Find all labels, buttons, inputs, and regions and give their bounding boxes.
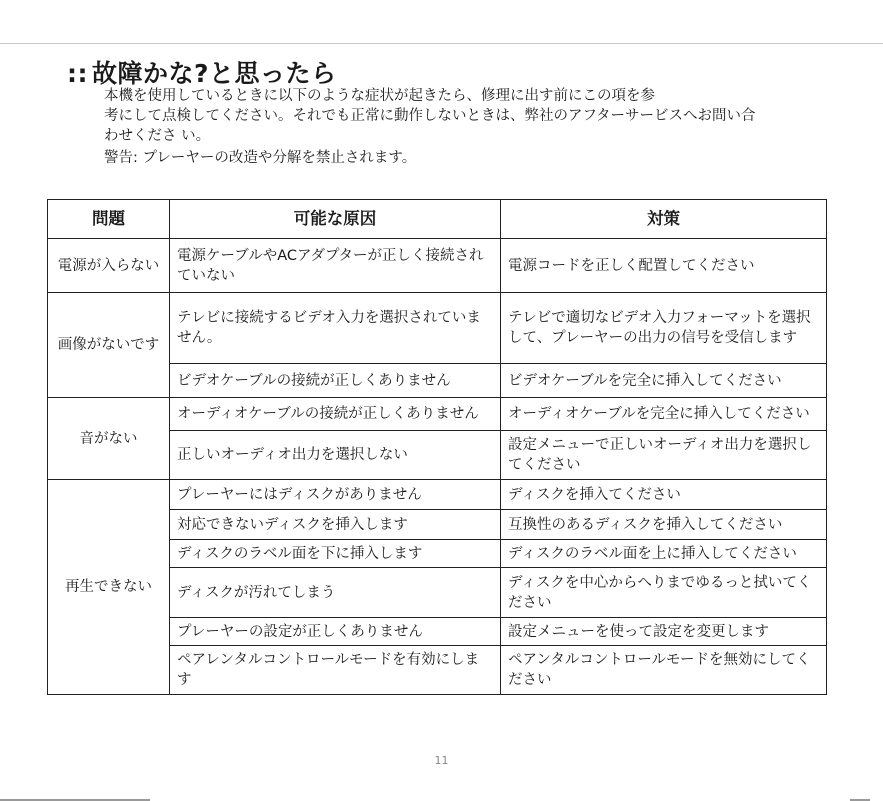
solution-cell: テレビで適切なビデオ入力フォーマットを選択して、プレーヤーの出力の信号を受信します xyxy=(501,293,827,364)
solution-cell: ペアンタルコントロールモードを無効にしてください xyxy=(501,646,827,695)
problem-cell: 音がない xyxy=(48,398,170,480)
warning-text: 警告: プレーヤーの改造や分解を禁止されます。 xyxy=(104,150,417,166)
table-row xyxy=(48,480,827,510)
solution-cell: ビデオケーブルを完全に挿入してください xyxy=(501,364,827,398)
cause-cell: オーディオケーブルの接続が正しくありません xyxy=(170,398,501,431)
solution-cell: ディスクのラベル面を上に挿入してください xyxy=(501,540,827,568)
table-row xyxy=(48,293,827,364)
top-rule xyxy=(0,43,883,44)
cause-cell: 電源ケーブルやACアダプターが正しく接続されていない xyxy=(170,239,501,293)
intro-line: 本機を使用しているときに以下のような症状が起きたら、修理に出す前にこの項を参 xyxy=(104,88,655,104)
intro-line: 考にして点検してください。それでも正常に動作しないときは、弊社のアフターサービスへお問い合 xyxy=(104,108,756,124)
heading-bullet: :: xyxy=(67,59,88,88)
cause-cell: 正しいオーディオ出力を選択しない xyxy=(170,431,501,480)
problem-cell: 電源が入らない xyxy=(48,239,170,293)
cause-cell: プレーヤーの設定が正しくありません xyxy=(170,618,501,646)
solution-cell: 設定メニューを使って設定を変更します xyxy=(501,618,827,646)
solution-cell: ディスクを挿入てください xyxy=(501,480,827,510)
problem-cell: 再生できない xyxy=(48,480,170,695)
cause-cell: ペアレンタルコントロールモードを有効にします xyxy=(170,646,501,695)
cause-cell: ディスクが汚れてしまう xyxy=(170,568,501,618)
header-solution: 対策 xyxy=(501,200,827,239)
solution-cell: ディスクを中心からへりまでゆるっと拭いてください xyxy=(501,568,827,618)
cause-cell: プレーヤーにはディスクがありません xyxy=(170,480,501,510)
cause-cell: ディスクのラベル面を下に挿入します xyxy=(170,540,501,568)
heading-text: 故障かな?と思ったら xyxy=(92,59,337,88)
table-header-row xyxy=(48,200,827,239)
page-number: 11 xyxy=(434,754,449,767)
table-row xyxy=(48,239,827,293)
intro-paragraph xyxy=(104,86,824,146)
table-row xyxy=(48,398,827,431)
solution-cell: 設定メニューで正しいオーディオ出力を選択してください xyxy=(501,431,827,480)
cause-cell: テレビに接続するビデオ入力を選択されていません。 xyxy=(170,293,501,364)
cause-cell: ビデオケーブルの接続が正しくありません xyxy=(170,364,501,398)
header-problem: 問題 xyxy=(48,200,170,239)
cause-cell: 対応できないディスクを挿入します xyxy=(170,510,501,540)
solution-cell: 互換性のあるディスクを挿入してください xyxy=(501,510,827,540)
solution-cell: 電源コードを正しく配置してください xyxy=(501,239,827,293)
page-title xyxy=(67,54,337,90)
problem-cell: 画像がないです xyxy=(48,293,170,398)
troubleshooting-table xyxy=(47,199,827,695)
intro-line: わせくださ い。 xyxy=(104,128,211,144)
header-cause: 可能な原因 xyxy=(170,200,501,239)
solution-cell: オーディオケーブルを完全に挿入してください xyxy=(501,398,827,431)
